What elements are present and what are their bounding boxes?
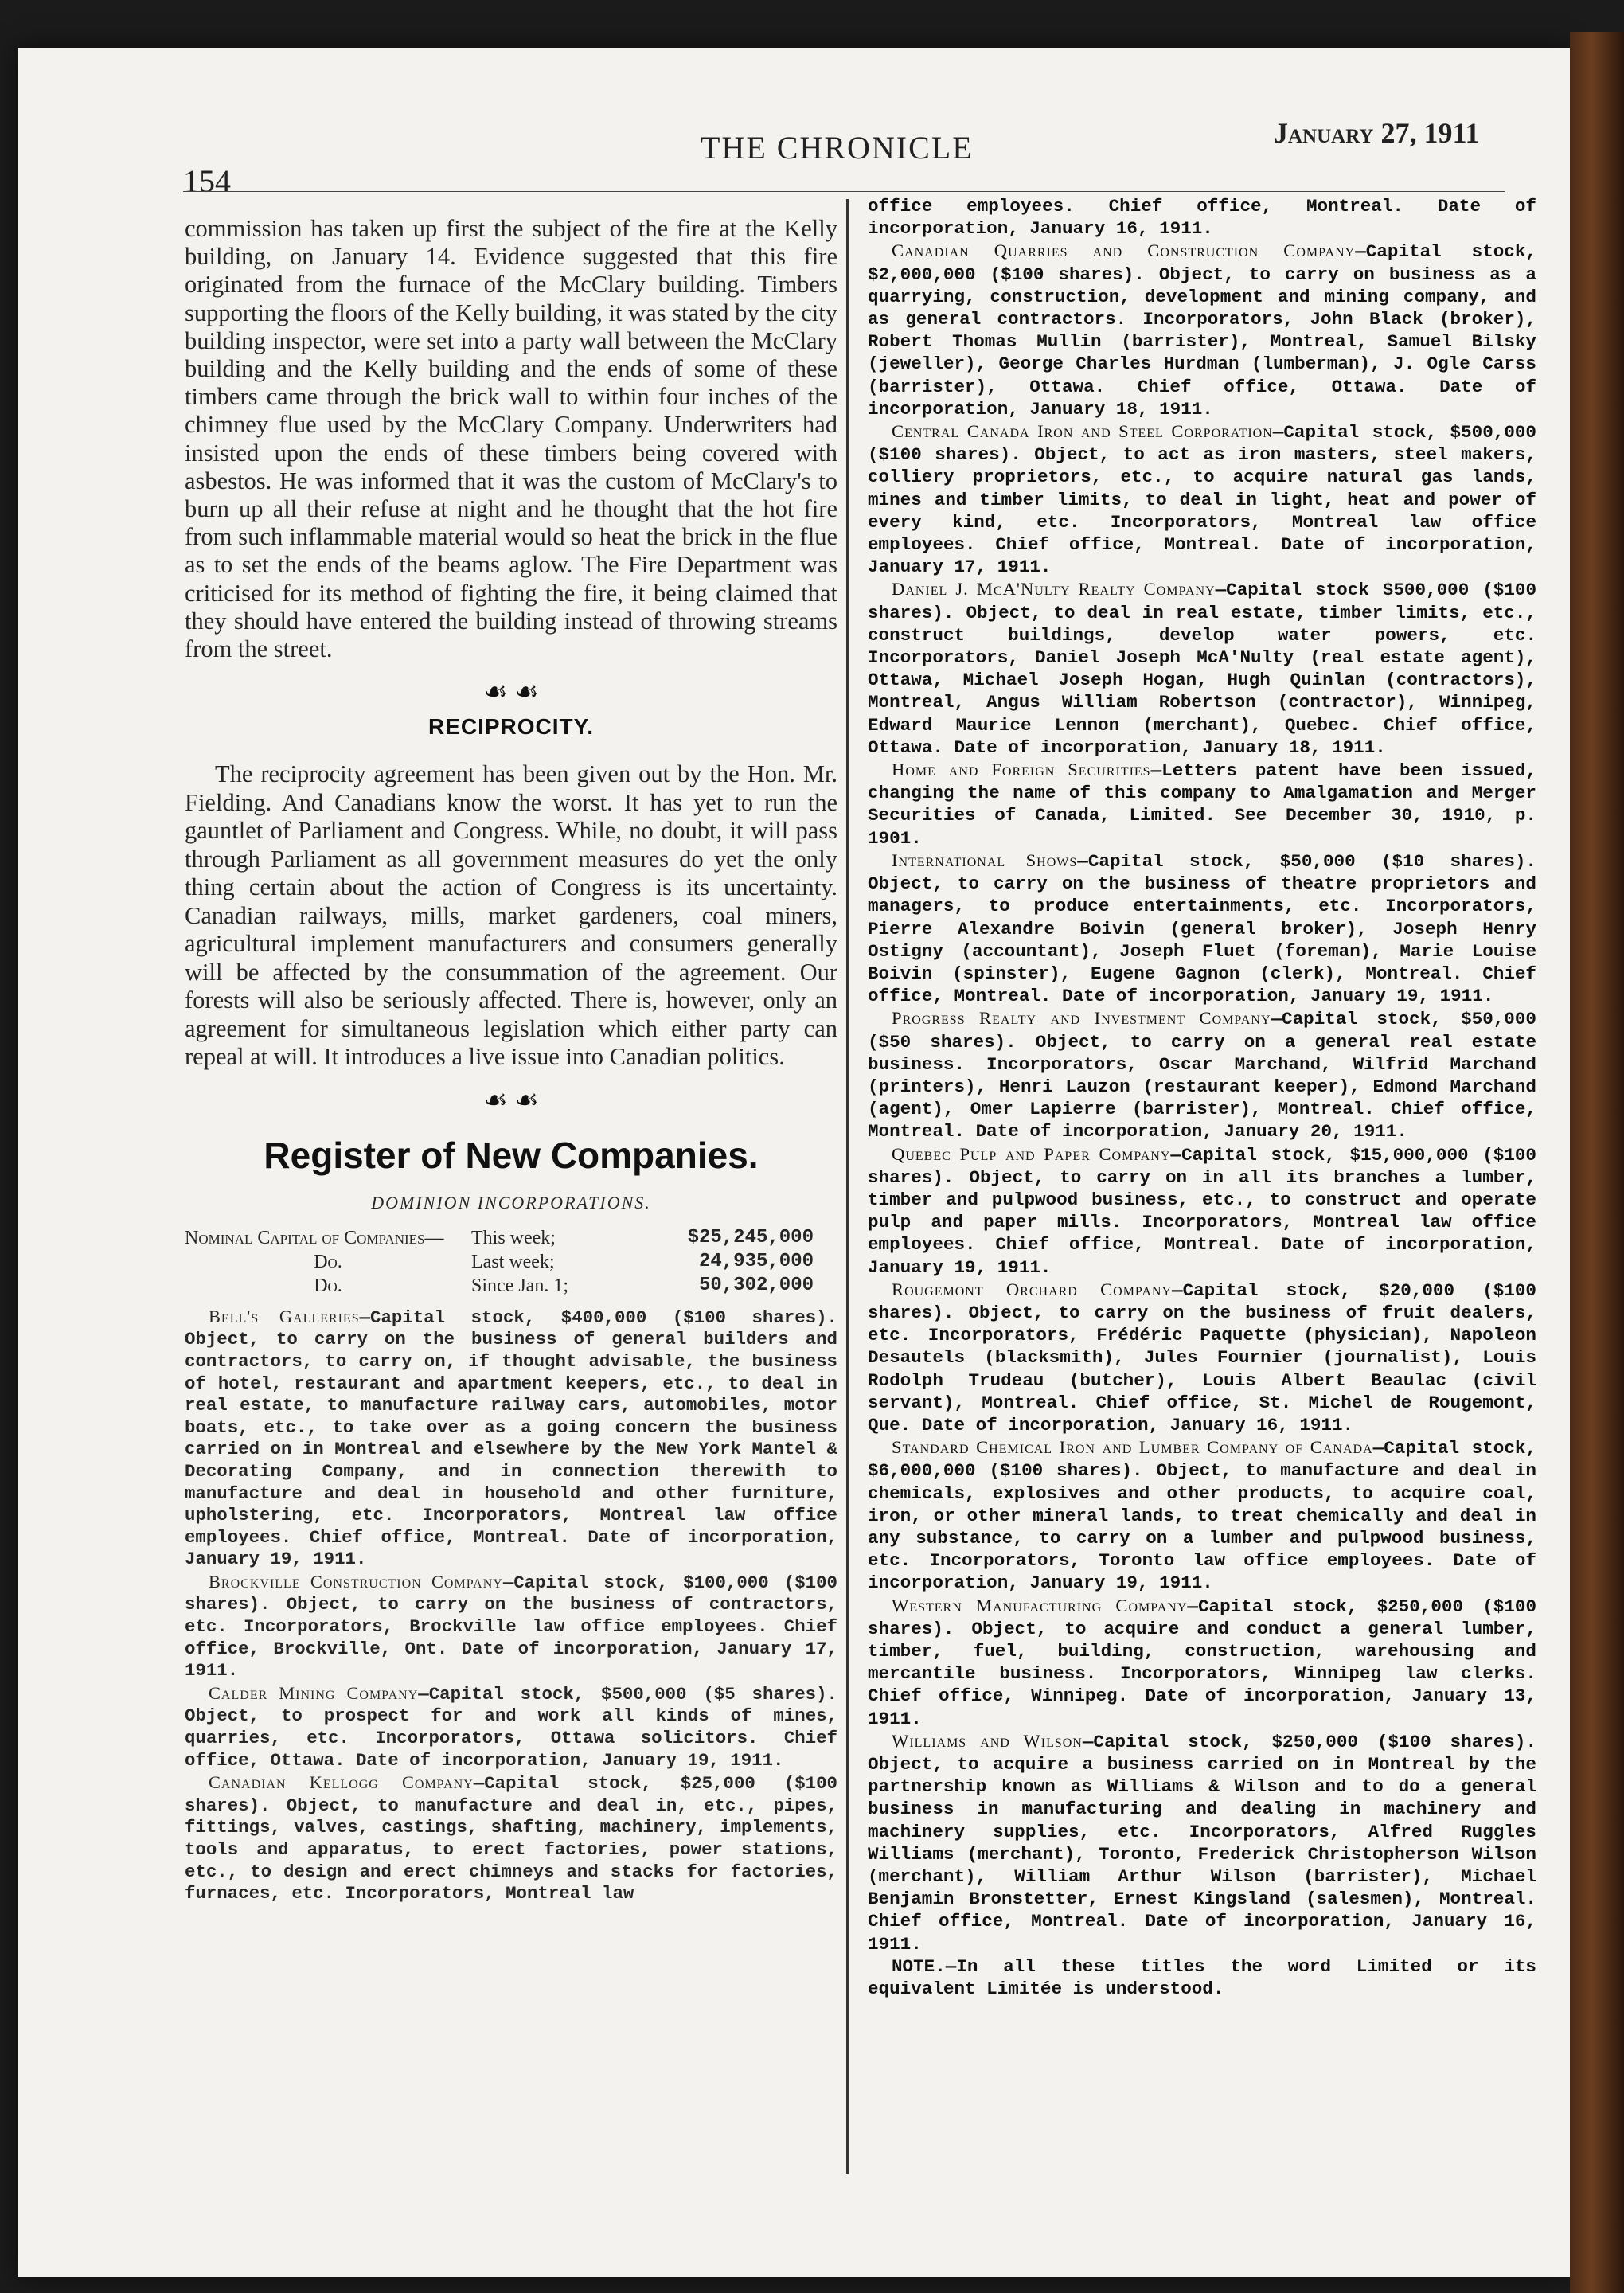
company-entry [868,1595,1536,1730]
nominal-amount: $25,245,000 [687,1226,814,1248]
left-company-entries [185,1306,837,1905]
company-entry-continued [868,195,1536,240]
company-details: office employees. Chief office, Montreal. Date of incorporation, January 16, 1911. [868,196,1536,240]
left-column [185,215,837,1905]
company-entry [185,1772,837,1905]
nominal-label: Do. [314,1251,342,1272]
company-details: —Capital stock, $500,000 ($5 shares). Object, to prospect for and work all kinds of mines, quarries, etc. Incorporators, Ottawa solicitors. Chief office, Ottawa. Date of incorporation, January 19, 1911. [185,1683,837,1771]
company-details: —Capital stock, $400,000 ($100 shares). Object, to carry on the business of general builders and contractors, to carry on, if thought advisable, the business of hotel, restaurant and apartment keepers, etc., to deal in real estate, to manufacture railway cars, automobiles, motor boats, etc., to take over as a going concern the business carried on in Montreal and elsewhere by the New York Mantel & Decorating Company, and in connection therewith to manufacture and deal in household and other furniture, upholstering, etc. Incorporators, Montreal law office employees. Chief office, Montreal. Date of incorporation, January 19, 1911. [185,1307,837,1570]
company-details: —Capital stock, $50,000 ($10 shares). Object, to carry on the business of theatre proprietors and managers, to produce entertainments, etc. Incorporators, Pierre Alexandre Boivin (general broker), Joseph Henry Ostigny (accountant), Joseph Fluet (foreman), Marie Louise Boivin (spinster), Eugene Gagnon (clerk), Montreal. Chief office, Montreal. Date of incorporation, January 19, 1911. [868,850,1536,1007]
fire-paragraph: commission has taken up first the subject of the fire at the Kelly building, on January 14. Evidence suggested that this fire originated from the furnace of the McClary building. Timbers supporting the floors of the Kelly building, it was stated by the city building inspector, were set into a party wall between the McClary building and the Kelly building and the ends of some of these timbers came through the brick wall to within four inches of the chimney flue used by the McClary Company. Underwriters had insisted upon the ends of these timbers being covered with asbestos. He was informed that it was the custom of McClary's to burn up all their refuse at night and he thought that the hot fire from such inflammable material would so heat the brick in the flue as to set the ends of the beams aglow. The Fire Department was criticised for its method of fighting the fire, it being claimed that they should have entered the building instead of throwing streams from the street. [185,215,837,663]
company-entry [185,1682,837,1772]
company-details: —Letters patent have been issued, changing the name of this company to Amalgamation and Merger Securities of Canada, Limited. See December 30, 1910, p. 1901. [868,760,1536,849]
company-details: —Capital stock, $25,000 ($100 shares). Object, to manufacture and deal in, etc., pipes, fittings, valves, castings, shafting, machinery, implements, tools and apparatus, to erect factories, power stations, etc., to design and erect chimneys and stacks for factories, furnaces, etc. Incorporators, Montreal law [185,1773,837,1904]
company-name: Calder Mining Company [209,1682,419,1703]
book-binding-edge [1570,32,1624,2293]
company-entry [868,1436,1536,1594]
company-name: Canadian Quarries and Construction Company [892,240,1356,261]
nominal-row [185,1250,837,1274]
company-name: International Shows [892,850,1078,870]
company-name: Standard Chemical Iron and Lumber Company of Canada [892,1437,1373,1458]
company-name: Quebec Pulp and Paper Company [892,1143,1171,1164]
right-column [868,195,1536,2000]
company-details: —Capital stock, $2,000,000 ($100 shares). Object, to carry on business as a quarrying, construction, development and mining company, and as general contractors. Incorporators, John Black (broker), Robert Thomas Mullin (barrister), Montreal, Samuel Bilsky (jeweller), George Charles Hurdman (lumberman), J. Ogle Carss (barrister), Ottawa. Chief office, Ottawa. Date of incorporation, January 18, 1911. [868,241,1536,420]
nominal-period: Since Jan. 1; [471,1275,568,1296]
company-details: —Capital stock $500,000 ($100 shares). Object, to deal in real estate, timber limits, etc., construct buildings, develop water powers, etc. Incorporators, Daniel Joseph McA'Nulty (real estate agent), Ottawa, Michael Joseph Hogan, Hugh Quinlan (contractors), Montreal, Angus William Robertson (contractor), Winnipeg, Edward Maurice Lennon (merchant), Quebec. Chief office, Ottawa. Date of incorporation, January 18, 1911. [868,580,1537,758]
company-name: Western Manufacturing Company [892,1595,1188,1615]
company-name: Canadian Kellogg Company [209,1772,474,1793]
company-details: —Capital stock, $6,000,000 ($100 shares). Object, to manufacture and deal in chemicals, explosives and other products, to acquire coal, iron, or other mineral lands, to treat chemically and deal in any substance, to carry on a lumber and pulpwood business, etc. Incorporators, Toronto law office employees. Date of incorporation, January 19, 1911. [868,1438,1536,1594]
register-subheading: DOMINION INCORPORATIONS. [371,1192,651,1213]
nominal-label: Do. [314,1275,342,1296]
nominal-period: This week; [471,1227,556,1248]
company-name: Daniel J. McA'Nulty Realty Company [892,579,1216,600]
company-name: Central Canada Iron and Steel Corporation [892,421,1273,442]
company-entry [868,420,1536,578]
company-entry [868,1730,1536,1955]
issue-date: January 27, 1911 [1274,117,1480,149]
nominal-amount: 24,935,000 [698,1250,814,1272]
reciprocity-heading: RECIPROCITY. [427,714,595,740]
page-header [183,80,1497,199]
section-ornament: ☙ ☙ [483,678,539,708]
nominal-row [185,1274,837,1298]
reciprocity-paragraph: The reciprocity agreement has been given out by the Hon. Mr. Fielding. And Canadians know the worst. It has yet to run the gauntlet of Parliament and Congress. While, no doubt, it will pass through Parliament as all government measures do yet the only thing certain about the action of Congress is its uncertainty. Canadian railways, mills, market gardeners, coal miners, agricultural implement manufacturers and consumers generally will be affected by the consummation of the agreement. Our forests will also be seriously affected. There is, however, only an agreement for simultaneous legislation which either party can repeal at will. It introduces a live issue into Canadian politics. [185,760,837,1071]
company-entry [868,1007,1536,1143]
company-details: —Capital stock, $500,000 ($100 shares). Object, to act as iron masters, steel makers, colliery proprietors, etc., to acquire natural gas lands, mines and timber limits, to deal in light, heat and power of every kind, etc. Incorporators, Montreal law office employees. Chief office, Montreal. Date of incorporation, January 17, 1911. [868,422,1536,578]
company-entry [868,1279,1536,1436]
company-details: —Capital stock, $250,000 ($100 shares). Object, to acquire a business carried on in Montreal by the partnership known as Williams & Wilson and to do a general business in manufacturing and dealing in machinery and machinery supplies, etc. Incorporators, Alfred Ruggles Williams (merchant), Toronto, Frederick Christopherson Wilson (merchant), William Arthur Wilson (barrister), Michael Benjamin Bronstetter, Ernest Kingsland (salesmen), Montreal. Chief office, Montreal. Date of incorporation, January 16, 1911. [868,1731,1536,1955]
company-entry [868,1143,1536,1279]
company-details: —Capital stock, $15,000,000 ($100 shares). Object, to carry on in all its branches a lumber, timber and pulpwood business, etc., to construct and operate pulp and paper mills. Incorporators, Montreal law office employees. Chief office, Montreal. Date of incorporation, January 19, 1911. [868,1144,1536,1278]
company-name: Brockville Construction Company [209,1571,503,1592]
running-title: THE CHRONICLE [701,130,974,166]
company-entry [868,759,1536,850]
register-heading: Register of New Companies. [264,1134,759,1176]
register-note: NOTE.—In all these titles the word Limited or its equivalent Limitée is understood. [868,1955,1536,2000]
company-entry [868,850,1536,1007]
company-details: —Capital stock, $20,000 ($100 shares). Object, to carry on the business of fruit dealers, etc. Incorporators, Frédéric Paquette (physician), Napoleon Desautels (blacksmith), Jules Fournier (journalist), Louis Rodolph Trudeau (butcher), Louis Albert Beaulac (civil servant), Montreal. Chief office, St. Michel de Rougemont, Que. Date of incorporation, January 16, 1911. [868,1279,1536,1436]
nominal-period: Last week; [471,1251,555,1272]
company-name: Home and Foreign Securities [892,760,1151,780]
nominal-amount: 50,302,000 [698,1274,814,1296]
company-entry [868,240,1536,420]
company-name: Progress Realty and Investment Company [892,1008,1271,1029]
nominal-label: Nominal Capital of Companies— [185,1227,444,1248]
page-number: 154 [183,163,231,199]
company-entry [185,1571,837,1682]
company-name: Williams and Wilson [892,1730,1083,1751]
company-name: Rougemont Orchard Company [892,1279,1173,1299]
company-name: Bell's Galleries [209,1306,360,1326]
company-details: —Capital stock, $50,000 ($50 shares). Object, to carry on a general real estate business. Incorporators, Oscar Marchand, Wilfrid Marchand (printers), Henri Lauzon (restaurant keeper), Edmond Marchand (agent), Omer Lapierre (barrister), Montreal. Chief office, Montreal. Date of incorporation, January 20, 1911. [868,1009,1536,1143]
nominal-row [185,1226,837,1250]
company-entry [868,578,1536,759]
company-entry [185,1306,837,1571]
nominal-capital-table [185,1226,837,1298]
section-ornament: ☙ ☙ [483,1085,539,1115]
company-details: —Capital stock, $100,000 ($100 shares). Object, to carry on the business of contractors, etc. Incorporators, Brockville law office employees. Chief office, Brockville, Ont. Date of incorporation, January 17, 1911. [185,1572,837,1682]
header-rule [183,191,1505,193]
company-details: —Capital stock, $250,000 ($100 shares). Object, to acquire and conduct a general lumber, timber, fuel, building, construction, warehousing and mercantile business. Incorporators, Winnipeg law clerks. Chief office, Winnipeg. Date of incorporation, January 13, 1911. [868,1596,1537,1729]
column-divider [846,199,849,2174]
